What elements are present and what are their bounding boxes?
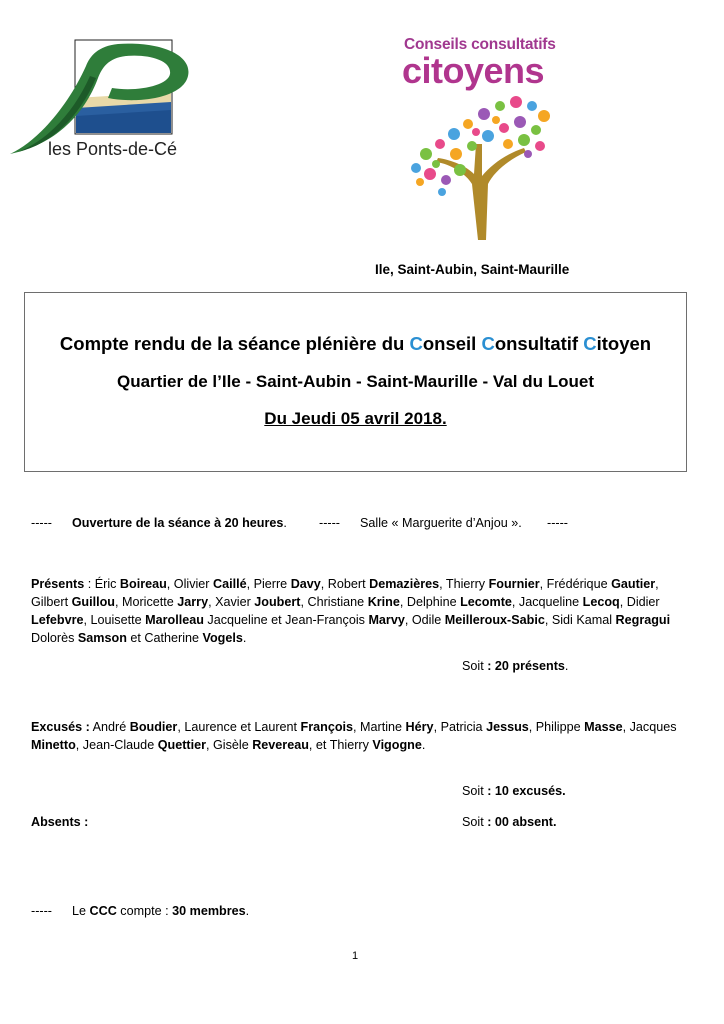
- present-last-name: Lefebvre: [31, 613, 84, 627]
- present-last-name: Demazières: [369, 577, 440, 591]
- present-last-name: Marolleau: [145, 613, 204, 627]
- page-number: 1: [352, 950, 359, 962]
- excuse-separator: ,: [75, 738, 83, 752]
- present-first-name: Robert: [327, 577, 370, 591]
- present-first-name: Frédérique: [546, 577, 612, 591]
- absents-count: [462, 815, 557, 829]
- present-first-name: Jacqueline: [518, 595, 583, 609]
- present-first-name: Gilbert: [31, 595, 72, 609]
- excuse-first-name: Jean-Claude: [82, 738, 158, 752]
- title-w1: onseil: [422, 333, 482, 354]
- present-first-name: Odile: [411, 613, 445, 627]
- title-date: Du Jeudi 05 avril 2018.: [264, 409, 447, 428]
- excuse-last-name: Boudier: [129, 720, 178, 734]
- present-last-name: Davy: [290, 577, 321, 591]
- present-first-name: Louisette: [90, 613, 146, 627]
- present-separator: ,: [166, 577, 174, 591]
- title-w3: itoyen: [596, 333, 652, 354]
- present-last-name: Gautier: [611, 577, 656, 591]
- presents-paragraph: [31, 575, 691, 647]
- present-separator: ,: [208, 595, 216, 609]
- excuse-last-name: Héry: [405, 720, 434, 734]
- presents-count-end: .: [564, 659, 569, 673]
- present-first-name: Xavier: [215, 595, 255, 609]
- title-line1-prefix: Compte rendu de la séance plénière du: [59, 333, 410, 354]
- present-last-name: Vogels: [202, 631, 243, 645]
- present-first-name: Éric: [94, 577, 120, 591]
- present-last-name: Boireau: [119, 577, 167, 591]
- excuse-first-name: Patricia: [440, 720, 487, 734]
- quartier-header: Ile, Saint-Aubin, Saint-Maurille: [375, 262, 570, 277]
- excuse-first-name: Jacques: [629, 720, 677, 734]
- excuse-last-name: Jessus: [486, 720, 529, 734]
- excuse-first-name: Philippe: [535, 720, 585, 734]
- excuse-first-name: Gisèle: [213, 738, 253, 752]
- present-first-name: Didier: [626, 595, 660, 609]
- present-separator: ,: [511, 595, 519, 609]
- present-separator: ,: [539, 577, 547, 591]
- present-separator: ,: [399, 595, 407, 609]
- ccc-middle: compte :: [116, 904, 173, 918]
- excuse-separator: ,: [177, 720, 185, 734]
- excuses-paragraph: [31, 718, 691, 754]
- excuse-last-name: Masse: [584, 720, 623, 734]
- opening-dash-end: -----: [547, 516, 568, 530]
- present-last-name: Meilleroux-Sabic: [444, 613, 545, 627]
- excuse-first-name: et Thierry: [315, 738, 373, 752]
- ccc-prefix: Le: [72, 904, 90, 918]
- present-separator: ,: [619, 595, 627, 609]
- opening-dot: .: [283, 516, 287, 530]
- ccc-text: [72, 904, 249, 918]
- excuse-separator: ,: [353, 720, 361, 734]
- excuses-count-value: : 10 excusés.: [483, 784, 566, 798]
- present-first-name: Moricette: [121, 595, 178, 609]
- present-first-name: Pierre: [253, 577, 291, 591]
- present-first-name: Olivier: [173, 577, 213, 591]
- absents-label-wrap: [31, 815, 88, 829]
- presents-sep: :: [84, 577, 95, 591]
- excuse-last-name: François: [300, 720, 354, 734]
- present-separator: .: [242, 631, 247, 645]
- ponts-de-ce-logo: [8, 36, 198, 166]
- present-first-name: Thierry: [445, 577, 489, 591]
- title-c3: C: [583, 333, 597, 354]
- present-last-name: Lecomte: [460, 595, 512, 609]
- present-last-name: Krine: [367, 595, 400, 609]
- absents-count-value: : 00 absent.: [483, 815, 557, 829]
- present-separator: ,: [246, 577, 254, 591]
- excuses-list: [31, 720, 677, 752]
- excuse-last-name: Revereau: [252, 738, 309, 752]
- present-last-name: Samson: [77, 631, 127, 645]
- opening-text: Ouverture de la séance à 20 heures: [72, 516, 284, 530]
- excuses-count: [462, 784, 566, 798]
- present-last-name: Jarry: [177, 595, 209, 609]
- present-last-name: Fournier: [488, 577, 540, 591]
- presents-count: [462, 659, 568, 673]
- title-line2: Quartier de l’Ile - Saint-Aubin - Saint-Maurille - Val du Louet: [117, 372, 594, 391]
- excuse-last-name: Quettier: [157, 738, 206, 752]
- title-c2: C: [481, 333, 495, 354]
- present-last-name: Lecoq: [582, 595, 620, 609]
- excuse-last-name: Vigogne: [372, 738, 422, 752]
- present-separator: ,: [439, 577, 446, 591]
- excuse-separator: .: [421, 738, 426, 752]
- present-first-name: Jacqueline et Jean-François: [207, 613, 369, 627]
- present-first-name: Delphine: [406, 595, 461, 609]
- title-line1: [25, 333, 686, 355]
- excuses-soit: Soit: [462, 784, 484, 798]
- excuse-separator: ,: [206, 738, 213, 752]
- presents-list: [31, 577, 670, 645]
- opening-text-wrap: [72, 516, 287, 530]
- present-first-name: Christiane: [307, 595, 368, 609]
- present-last-name: Guillou: [71, 595, 115, 609]
- absents-soit: Soit: [462, 815, 484, 829]
- title-c1: C: [409, 333, 423, 354]
- present-last-name: Joubert: [254, 595, 301, 609]
- excuse-last-name: Minetto: [31, 738, 76, 752]
- opening-line: [31, 516, 691, 534]
- present-last-name: Regragui: [615, 613, 671, 627]
- ccc-dash: -----: [31, 904, 52, 918]
- present-first-name: Dolorès: [31, 631, 78, 645]
- logo-line1: Conseils consultatifs: [404, 36, 556, 53]
- excuse-separator: ,: [622, 720, 630, 734]
- excuse-first-name: Laurence et Laurent: [184, 720, 301, 734]
- present-last-name: Caillé: [212, 577, 247, 591]
- present-last-name: Marvy: [368, 613, 405, 627]
- ccc-line: [31, 904, 431, 922]
- opening-dash-start: -----: [31, 516, 52, 530]
- present-separator: ,: [114, 595, 122, 609]
- excuse-separator: ,: [433, 720, 441, 734]
- absents-label: Absents :: [31, 815, 89, 829]
- ccc-count: 30 membres: [172, 904, 246, 918]
- title-box: [24, 292, 687, 472]
- excuse-first-name: André: [89, 720, 130, 734]
- opening-place: Salle « Marguerite d’Anjou ».: [360, 516, 522, 530]
- conseils-citoyens-logo: [396, 36, 564, 242]
- present-first-name: et Catherine: [130, 631, 203, 645]
- excuse-separator: ,: [528, 720, 536, 734]
- ponts-de-ce-logo-text: les Ponts-de-Cé: [48, 139, 178, 159]
- ccc-end: .: [245, 904, 250, 918]
- excuses-label: Excusés :: [31, 720, 90, 734]
- present-separator: ,: [300, 595, 308, 609]
- opening-dash-mid: -----: [319, 516, 340, 530]
- present-separator: ,: [83, 613, 91, 627]
- presents-count-value: : 20 présents: [483, 659, 565, 673]
- title-w2: onsultatif: [494, 333, 584, 354]
- present-separator: ,: [655, 577, 659, 591]
- present-first-name: Sidi Kamal: [551, 613, 616, 627]
- tree-icon: [396, 84, 564, 242]
- presents-soit: Soit: [462, 659, 484, 673]
- excuse-first-name: Martine: [360, 720, 406, 734]
- logo-line2: citoyens: [402, 50, 545, 91]
- ccc-abbrev: CCC: [89, 904, 117, 918]
- presents-label: Présents: [31, 577, 85, 591]
- excuse-separator: ,: [308, 738, 316, 752]
- present-separator: ,: [404, 613, 412, 627]
- present-separator: ,: [544, 613, 552, 627]
- present-separator: ,: [320, 577, 328, 591]
